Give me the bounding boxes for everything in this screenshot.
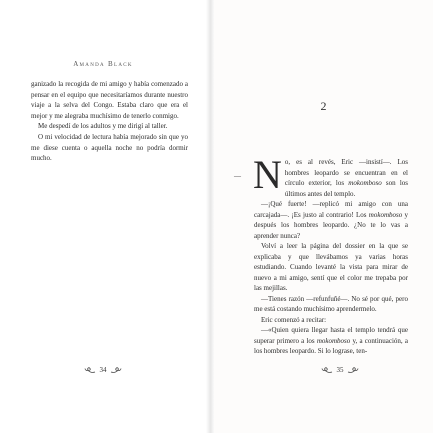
opening-paragraph <box>253 152 408 199</box>
paragraph: O mi velocidad de lectura había mejorado sin que yo me diese cuenta o aquella noche no podría dormir mucho. <box>31 132 188 163</box>
paragraph: ganizado la recogida de mi amigo y había comenzado a pensar en el equipo que necesitaríamos durante nuestro viaje a la selva del Congo. Estaba claro que era el mejor y me alegraba muchísimo de tenerlo conmigo. <box>31 80 188 120</box>
paragraph: Volví a leer la página del dossier en la que se explicaba y que llevábamos ya varias horas estudiando. Cuando levanté la vista para mirar de nuevo a mi amigo, sentí que el color me trepaba por las mejillas. <box>254 242 408 292</box>
left-page <box>0 0 206 433</box>
text-run: y después los hombres leopardo. ¿No te lo vas a aprender nunca? <box>254 210 409 240</box>
text-run: o, es al revés, Eric —insistí—. Los hombres leopardo se encuentran en el círculo exterior, los <box>284 158 408 187</box>
text-run: y, a continuación, a los hombres leopardo. Si lo lograse, ten- <box>254 336 408 355</box>
italic-term: mokomboso <box>348 179 382 187</box>
scroll-ornament-icon <box>321 366 333 374</box>
italic-term: mokomboso <box>368 210 403 219</box>
drop-cap: N <box>253 152 282 197</box>
scroll-ornament-icon <box>110 366 122 374</box>
text-run: —«Quien quiera llegar hasta el templo tendrá que superar primero a los <box>254 326 408 345</box>
text-run: —¡Qué fuerte! —replicó mi amigo con una carcajada—. ¡Es justo al contrario! Los <box>254 200 408 219</box>
page-number-left <box>73 366 133 374</box>
paragraph <box>254 325 408 357</box>
paragraph: Me despedí de los adultos y me dirigí al taller. <box>38 122 168 131</box>
chapter-number: 2 <box>320 99 327 113</box>
running-head: Amanda Black <box>73 60 133 68</box>
italic-term: mokomboso <box>316 336 351 345</box>
paragraph: —Tienes razón —refunfuñé—. No sé por qué, pero me está costando muchísimo aprendermelo. <box>254 294 408 313</box>
right-page-text <box>253 152 409 357</box>
left-page-text <box>31 79 188 164</box>
scroll-ornament-icon <box>347 366 359 374</box>
page-number: 35 <box>336 366 344 374</box>
scroll-ornament-icon <box>84 366 96 374</box>
text-run: son los últimos antes del templo. <box>284 179 408 198</box>
paragraph: Eric comenzó a recitar: <box>261 315 327 324</box>
page-number: 34 <box>99 366 107 374</box>
page-number-right <box>310 366 370 374</box>
opening-dash: — <box>234 172 241 180</box>
book-gutter <box>206 0 214 433</box>
paragraph <box>254 199 408 241</box>
